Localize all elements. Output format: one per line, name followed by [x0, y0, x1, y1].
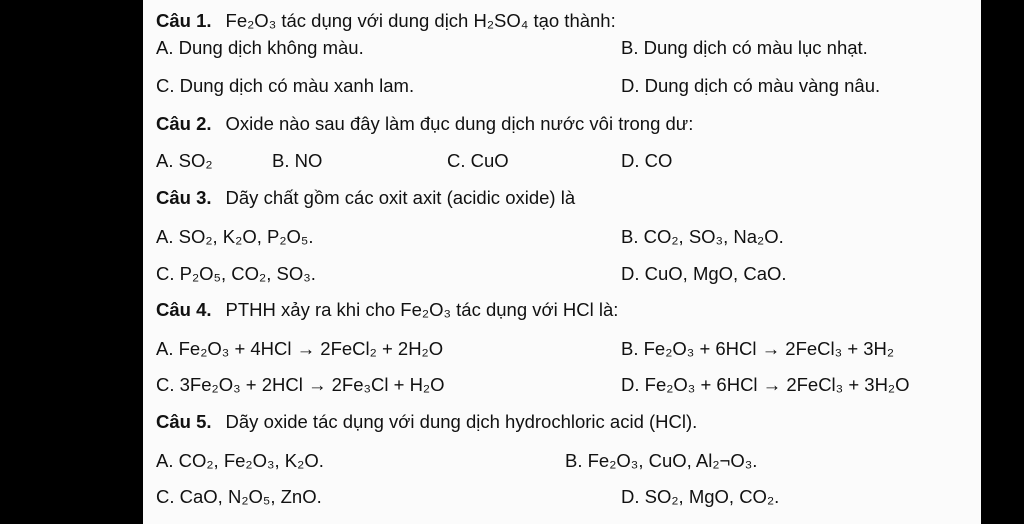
question-text: Dãy chất gồm các oxit axit (acidic oxide) là — [225, 187, 576, 208]
question-text: Oxide nào sau đây làm đục dung dịch nước vôi trong dư: — [225, 113, 694, 134]
question-label: Câu 4. — [156, 299, 212, 320]
option-4d: D. Fe₂O₃ + 6HCl → 2FeCl₃ + 3H₂O — [621, 374, 910, 395]
question-5 — [156, 410, 697, 434]
option-5a: A. CO₂, Fe₂O₃, K₂O. — [156, 450, 324, 471]
option-5c: C. CaO, N₂O₅, ZnO. — [156, 486, 322, 507]
question-text: Dãy oxide tác dụng với dung dịch hydrochloric acid (HCl). — [225, 411, 698, 432]
option-3b: B. CO₂, SO₃, Na₂O. — [621, 226, 784, 247]
question-label: Câu 5. — [156, 411, 212, 432]
option-3c: C. P₂O₅, CO₂, SO₃. — [156, 263, 316, 284]
option-1c: C. Dung dịch có màu xanh lam. — [156, 75, 415, 96]
option-1a: A. Dung dịch không màu. — [156, 37, 364, 58]
worksheet-page — [143, 0, 981, 524]
question-text: PTHH xảy ra khi cho Fe₂O₃ tác dụng với HCl là: — [225, 299, 619, 320]
option-4b: B. Fe₂O₃ + 6HCl → 2FeCl₃ + 3H₂ — [621, 338, 895, 359]
question-2 — [156, 112, 693, 136]
option-5b: B. Fe₂O₃, CuO, Al₂¬O₃. — [565, 450, 758, 471]
option-4c: C. 3Fe₂O₃ + 2HCl → 2Fe₃Cl + H₂O — [156, 374, 445, 395]
question-label: Câu 2. — [156, 113, 212, 134]
option-2a: A. SO₂ — [156, 150, 213, 171]
question-1 — [156, 9, 616, 33]
option-2d: D. CO — [621, 150, 673, 171]
option-4a: A. Fe₂O₃ + 4HCl → 2FeCl₂ + 2H₂O — [156, 338, 444, 359]
question-label: Câu 1. — [156, 10, 212, 31]
option-5d: D. SO₂, MgO, CO₂. — [621, 486, 780, 507]
option-3a: A. SO₂, K₂O, P₂O₅. — [156, 226, 314, 247]
option-3d: D. CuO, MgO, CaO. — [621, 263, 787, 284]
question-4 — [156, 298, 618, 322]
option-1b: B. Dung dịch có màu lục nhạt. — [621, 37, 868, 58]
option-1d: D. Dung dịch có màu vàng nâu. — [621, 75, 881, 96]
option-2b: B. NO — [272, 150, 323, 171]
question-text: Fe₂O₃ tác dụng với dung dịch H₂SO₄ tạo thành: — [225, 10, 616, 31]
option-2c: C. CuO — [447, 150, 509, 171]
question-label: Câu 3. — [156, 187, 212, 208]
question-3 — [156, 186, 575, 210]
